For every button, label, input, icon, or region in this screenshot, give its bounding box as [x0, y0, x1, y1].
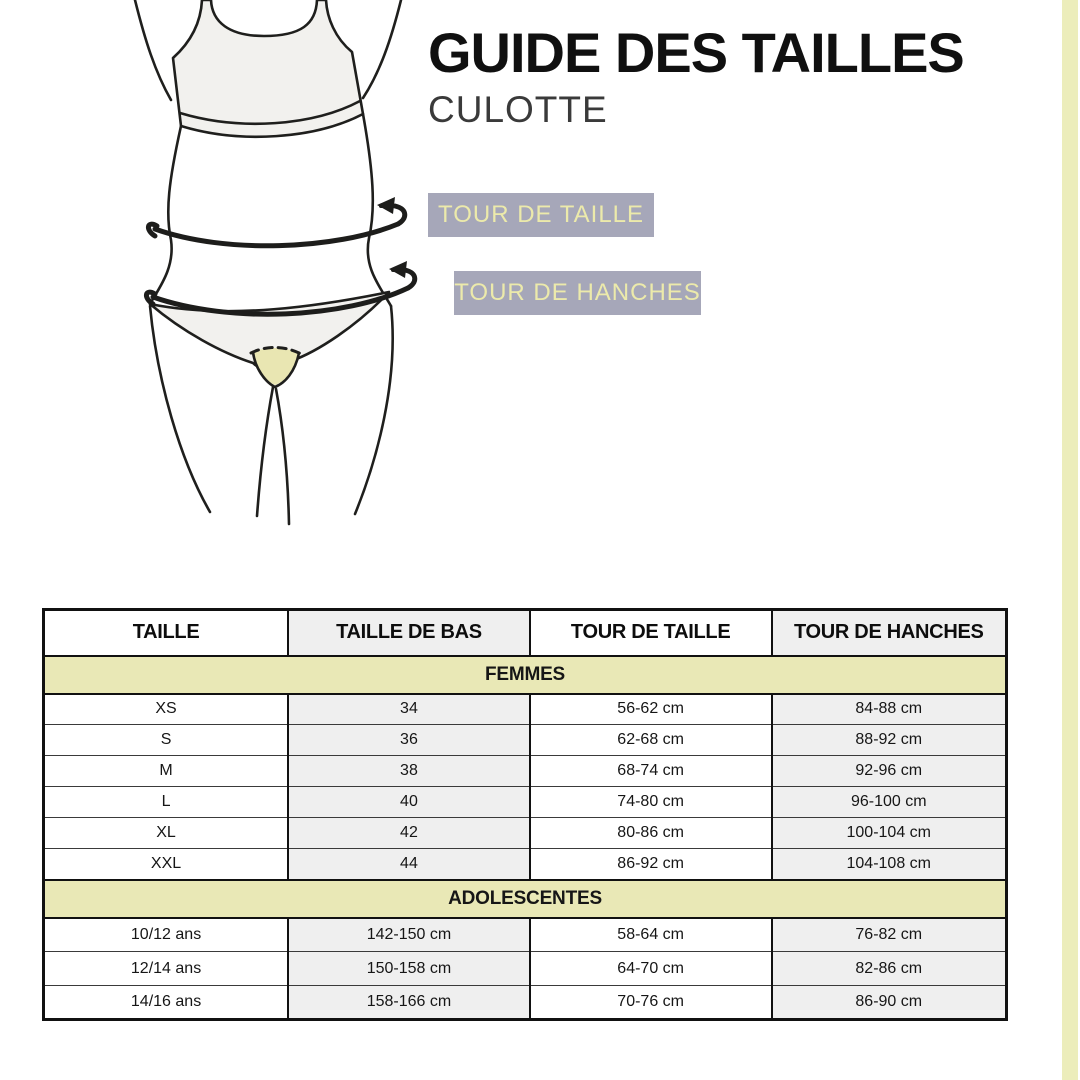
cell-bottom-size: 42 — [288, 818, 530, 849]
table-header-row — [44, 610, 1007, 656]
table-row — [44, 849, 1007, 880]
section-band-row — [44, 880, 1007, 918]
cell-size: M — [44, 756, 289, 787]
torso-left-line — [150, 126, 181, 304]
right-outer-leg-line — [355, 306, 393, 514]
cell-waist: 56-62 cm — [530, 694, 772, 725]
gusset — [253, 348, 299, 385]
cell-size: XXL — [44, 849, 289, 880]
header-tour-de-hanches: TOUR DE HANCHES — [772, 610, 1007, 656]
cell-bottom-size: 40 — [288, 787, 530, 818]
cell-hips: 84-88 cm — [772, 694, 1007, 725]
section-label-femmes: FEMMES — [44, 656, 1007, 694]
cell-size: S — [44, 725, 289, 756]
page-title: GUIDE DES TAILLES — [428, 21, 964, 84]
hips-measure-badge — [454, 271, 701, 315]
cell-bottom-size: 44 — [288, 849, 530, 880]
cell-size: XS — [44, 694, 289, 725]
section-label-adolescentes: ADOLESCENTES — [44, 880, 1007, 918]
header-taille: TAILLE — [44, 610, 289, 656]
cell-bottom-size: 36 — [288, 725, 530, 756]
table-row — [44, 918, 1007, 952]
cell-bottom-size: 34 — [288, 694, 530, 725]
cell-bottom-size: 38 — [288, 756, 530, 787]
cell-waist: 68-74 cm — [530, 756, 772, 787]
cell-hips: 96-100 cm — [772, 787, 1007, 818]
cell-hips: 104-108 cm — [772, 849, 1007, 880]
cell-waist: 74-80 cm — [530, 787, 772, 818]
header-tour-de-taille: TOUR DE TAILLE — [530, 610, 772, 656]
table-row — [44, 787, 1007, 818]
cell-waist: 58-64 cm — [530, 918, 772, 952]
cell-waist: 80-86 cm — [530, 818, 772, 849]
hips-measure-label: TOUR DE HANCHES — [454, 279, 701, 306]
cell-size: XL — [44, 818, 289, 849]
right-arm-line — [363, 0, 401, 98]
section-band-row — [44, 656, 1007, 694]
waist-measure-label: TOUR DE TAILLE — [437, 201, 645, 228]
cell-bottom-size: 142-150 cm — [288, 918, 530, 952]
cell-waist: 70-76 cm — [530, 986, 772, 1020]
cell-hips: 76-82 cm — [772, 918, 1007, 952]
left-arm-line — [135, 0, 171, 100]
left-inner-leg-line — [257, 387, 273, 516]
cell-hips: 82-86 cm — [772, 952, 1007, 986]
page-subtitle: CULOTTE — [428, 88, 608, 130]
cell-hips: 100-104 cm — [772, 818, 1007, 849]
table-row — [44, 756, 1007, 787]
heading-block — [428, 21, 964, 131]
size-table — [42, 608, 1008, 1021]
table-row — [44, 725, 1007, 756]
cell-size: 10/12 ans — [44, 918, 289, 952]
waist-measure-badge — [428, 193, 654, 237]
table-row — [44, 986, 1007, 1020]
bra-top — [173, 0, 363, 137]
table-row — [44, 694, 1007, 725]
right-inner-leg-line — [276, 389, 289, 524]
waist-arrow-icon — [148, 197, 404, 246]
cell-bottom-size: 150-158 cm — [288, 952, 530, 986]
cell-waist: 86-92 cm — [530, 849, 772, 880]
cell-waist: 62-68 cm — [530, 725, 772, 756]
accent-strip — [1062, 0, 1078, 1080]
cell-waist: 64-70 cm — [530, 952, 772, 986]
body-measurement-illustration — [105, 0, 435, 540]
cell-size: 14/16 ans — [44, 986, 289, 1020]
cell-hips: 92-96 cm — [772, 756, 1007, 787]
table-row — [44, 818, 1007, 849]
cell-hips: 88-92 cm — [772, 725, 1007, 756]
cell-bottom-size: 158-166 cm — [288, 986, 530, 1020]
table-row — [44, 952, 1007, 986]
header-taille-de-bas: TAILLE DE BAS — [288, 610, 530, 656]
cell-hips: 86-90 cm — [772, 986, 1007, 1020]
cell-size: 12/14 ans — [44, 952, 289, 986]
cell-size: L — [44, 787, 289, 818]
